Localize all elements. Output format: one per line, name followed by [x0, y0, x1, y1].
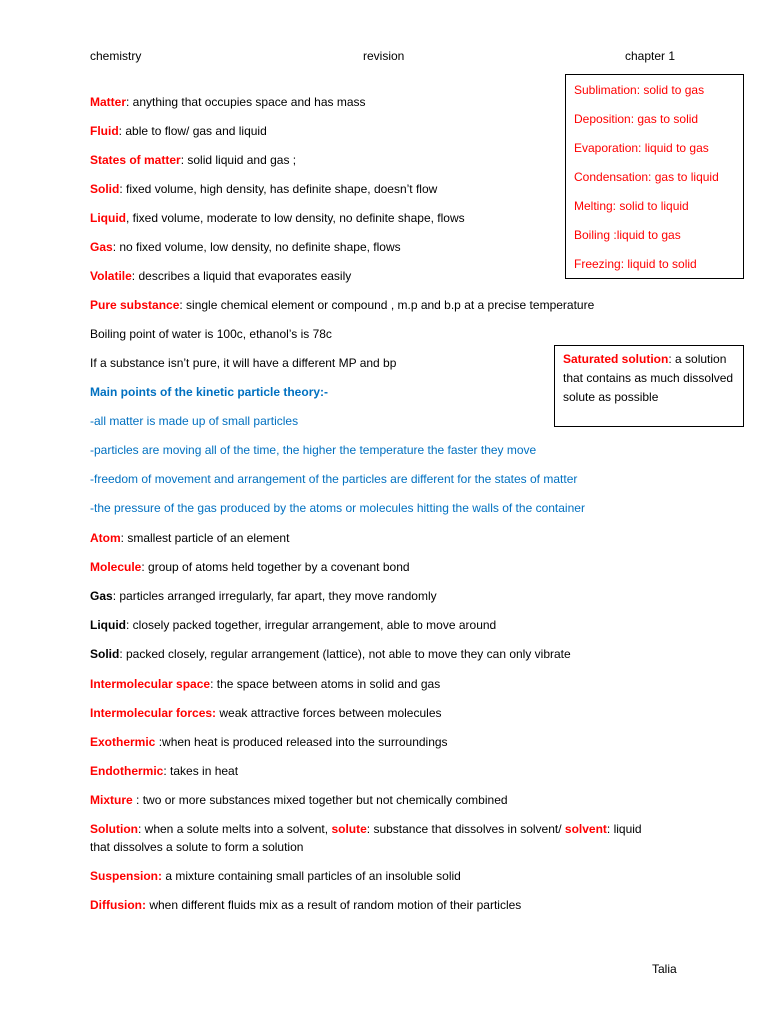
- definition: weak attractive forces between molecules: [216, 706, 442, 720]
- definition: : particles arranged irregularly, far apart, they move randomly: [112, 589, 437, 603]
- note-text: Boiling point of water is 100c, ethanol’s is 78c: [90, 327, 332, 341]
- phase-change-item: Melting: solid to liquid: [574, 199, 689, 213]
- kinetic-point: -particles are moving all of the time, the higher the temperature the faster they move: [90, 443, 537, 457]
- definition: : a solution that contains as much dissolved solute as possible: [563, 352, 734, 404]
- definition: : substance that dissolves in solvent/: [366, 822, 565, 836]
- term: Volatile: [90, 269, 132, 283]
- term: Endothermic: [90, 764, 164, 778]
- list-item: [90, 210, 465, 226]
- term: Intermolecular space: [90, 677, 211, 691]
- phase-change-item: Evaporation: liquid to gas: [574, 141, 709, 155]
- list-item: [90, 530, 289, 546]
- list-item: [90, 152, 296, 168]
- term: solvent: [564, 822, 607, 836]
- definition: : packed closely, regular arrangement (lattice), not able to move they can only vibrate: [119, 647, 571, 661]
- definition: : smallest particle of an element: [120, 531, 290, 545]
- author-name: Talia: [652, 962, 677, 976]
- kinetic-point: -the pressure of the gas produced by the atoms or molecules hitting the walls of the container: [90, 501, 585, 515]
- list-item: [90, 617, 496, 633]
- term: Solution: [90, 822, 138, 836]
- term: Atom: [90, 531, 121, 545]
- term: Liquid: [90, 618, 126, 632]
- list-item: [90, 897, 521, 913]
- list-item: [90, 559, 410, 575]
- section-heading: [90, 384, 328, 400]
- term: Saturated solution: [563, 352, 669, 366]
- term: Solid: [90, 647, 120, 661]
- list-item: [90, 821, 642, 837]
- list-item: [90, 471, 577, 487]
- definition: : when a solute melts into a solvent,: [138, 822, 332, 836]
- definition: : liquid: [606, 822, 642, 836]
- phase-change-item: Freezing: liquid to solid: [574, 257, 697, 271]
- definition: : takes in heat: [163, 764, 239, 778]
- definition: : closely packed together, irregular arrangement, able to move around: [126, 618, 497, 632]
- phase-change-box: [565, 74, 744, 279]
- definition: : fixed volume, high density, has definite shape, doesn’t flow: [119, 182, 438, 196]
- definition: : anything that occupies space and has mass: [126, 95, 366, 109]
- list-item: [90, 734, 448, 750]
- definition: that dissolves a solute to form a solution: [90, 840, 304, 854]
- phase-change-item: Deposition: gas to solid: [574, 112, 699, 126]
- definition: , fixed volume, moderate to low density, no definite shape, flows: [126, 211, 465, 225]
- list-item: [90, 239, 401, 255]
- list-item: [90, 268, 351, 284]
- term: Exothermic: [90, 735, 156, 749]
- list-item: [90, 868, 461, 884]
- list-item: [90, 646, 571, 662]
- definition: : group of atoms held together by a covenant bond: [141, 560, 410, 574]
- list-item: [90, 442, 536, 458]
- term: Gas: [90, 589, 113, 603]
- definition: a mixture containing small particles of an insoluble solid: [162, 869, 461, 883]
- list-item: [90, 500, 585, 516]
- header-chapter: chapter 1: [625, 49, 676, 63]
- list-item: [90, 413, 298, 429]
- list-item: [90, 94, 366, 110]
- term: Fluid: [90, 124, 119, 138]
- phase-change-item: Boiling :liquid to gas: [574, 228, 681, 242]
- kinetic-theory-heading: Main points of the kinetic particle theory:-: [90, 385, 329, 399]
- list-item: [90, 763, 238, 779]
- list-item: [90, 676, 440, 692]
- term: States of matter: [90, 153, 181, 167]
- definition: : solid liquid and gas ;: [180, 153, 297, 167]
- definition: :when heat is produced released into the surroundings: [155, 735, 448, 749]
- saturated-solution-text: [563, 350, 741, 407]
- list-item: [90, 355, 396, 371]
- term: Solid: [90, 182, 120, 196]
- phase-change-item: Condensation: gas to liquid: [574, 170, 719, 184]
- definition: : describes a liquid that evaporates easily: [131, 269, 352, 283]
- list-item: [90, 326, 332, 342]
- header-title: revision: [363, 49, 405, 63]
- list-item-continuation: [90, 839, 303, 855]
- saturated-solution-box: [554, 345, 744, 427]
- kinetic-point: -all matter is made up of small particles: [90, 414, 299, 428]
- phase-change-item: Sublimation: solid to gas: [574, 83, 705, 97]
- list-item: [90, 705, 442, 721]
- term: Gas: [90, 240, 113, 254]
- term: Intermolecular forces:: [90, 706, 217, 720]
- definition: : two or more substances mixed together but not chemically combined: [132, 793, 508, 807]
- definition: : single chemical element or compound , m.p and b.p at a precise temperature: [179, 298, 595, 312]
- definition: : no fixed volume, low density, no definite shape, flows: [112, 240, 401, 254]
- list-item: [90, 588, 437, 604]
- term: Mixture: [90, 793, 133, 807]
- definition: : the space between atoms in solid and gas: [210, 677, 441, 691]
- kinetic-point: -freedom of movement and arrangement of the particles are different for the states of matter: [90, 472, 578, 486]
- term: Diffusion:: [90, 898, 146, 912]
- definition: when different fluids mix as a result of random motion of their particles: [146, 898, 522, 912]
- list-item: [90, 792, 508, 808]
- term: Suspension:: [90, 869, 163, 883]
- term: Liquid: [90, 211, 126, 225]
- note-text: If a substance isn’t pure, it will have a different MP and bp: [90, 356, 397, 370]
- term: Molecule: [90, 560, 142, 574]
- list-item: [90, 297, 594, 313]
- header-subject: chemistry: [90, 49, 142, 63]
- definition: : able to flow/ gas and liquid: [118, 124, 267, 138]
- term: solute: [331, 822, 367, 836]
- list-item: [90, 181, 437, 197]
- list-item: [90, 123, 267, 139]
- term: Pure substance: [90, 298, 180, 312]
- term: Matter: [90, 95, 127, 109]
